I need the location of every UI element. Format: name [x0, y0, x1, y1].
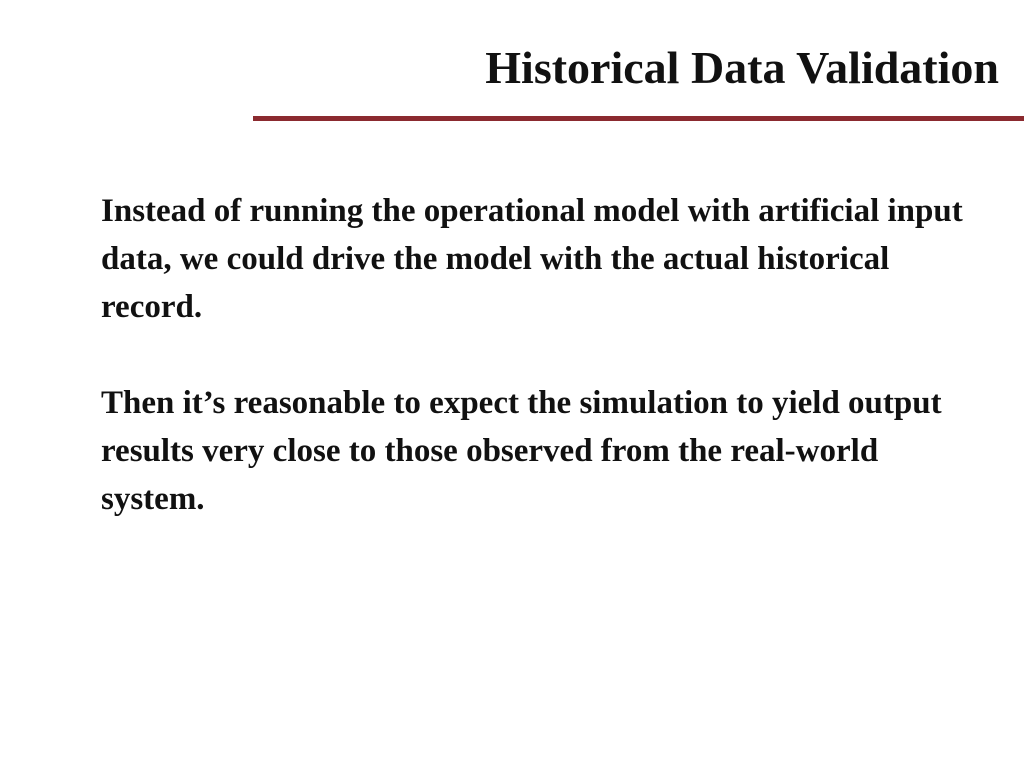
slide-title: Historical Data Validation [485, 42, 999, 93]
slide-body [101, 187, 981, 571]
body-paragraph: Then it’s reasonable to expect the simulation to yield output results very close to those observed from the real-world system. [101, 385, 942, 517]
body-paragraph: Instead of running the operational model with artificial input data, we could drive the model with the actual historical record. [101, 193, 963, 325]
title-underline [253, 116, 1024, 121]
